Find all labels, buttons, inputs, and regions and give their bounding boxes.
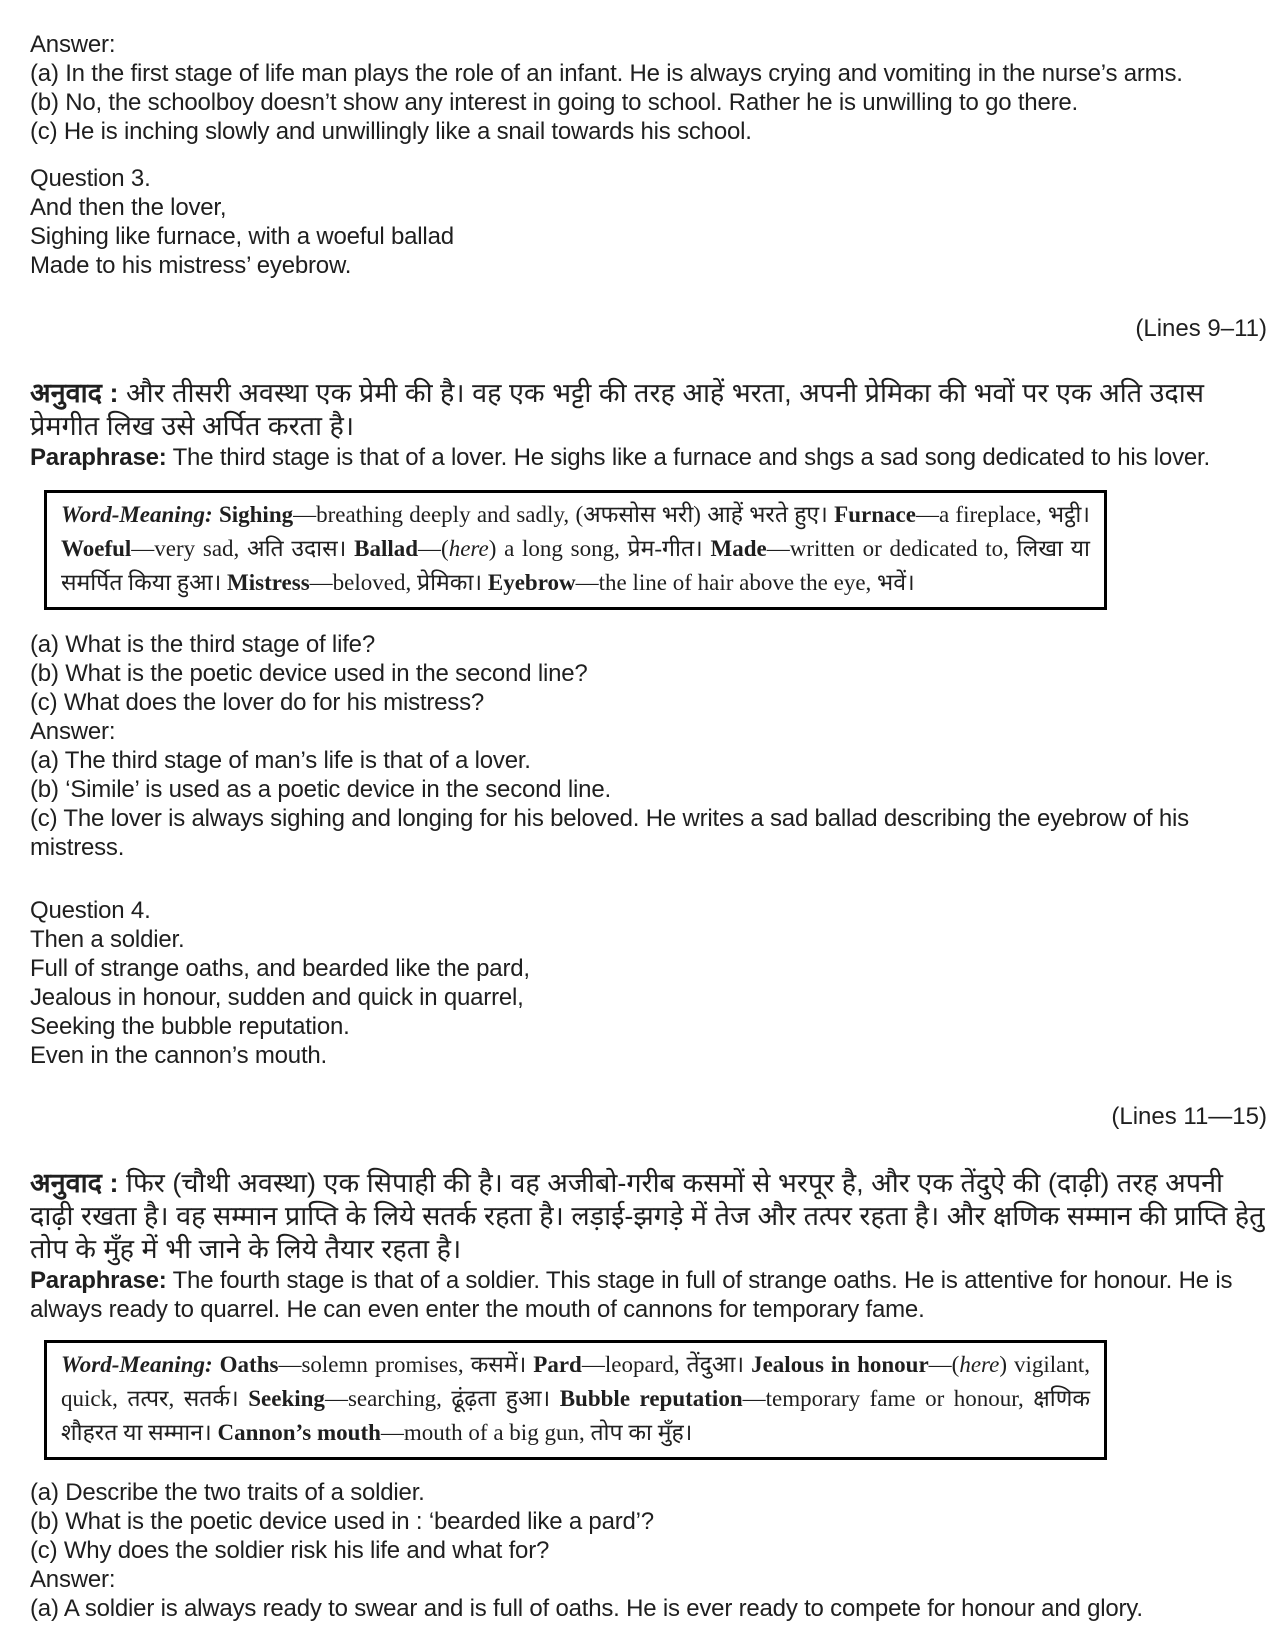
answer-line-a: (a) A soldier is always ready to swear and is full of oaths. He is ever ready to compete for honour and glory.	[30, 1595, 1143, 1622]
poem-line: Sighing like furnace, with a woeful ballad	[30, 223, 454, 250]
paraphrase-label: Paraphrase:	[30, 1267, 167, 1294]
sub-question-a: (a) Describe the two traits of a soldier.	[30, 1479, 425, 1506]
poem-line: Seeking the bubble reputation.	[30, 1013, 350, 1040]
answer-line-a: (a) In the first stage of life man plays the role of an infant. He is always crying and vomiting in the nurse’s arms.	[30, 60, 1183, 87]
word-meaning-entries: Sighing—breathing deeply and sadly, (अफसोस भरी) आहें भरते हुए। Furnace—a fireplace, भट्ठी। Woeful—very sad, अति उदास। Ballad—(here) a long song, प्रेम-गीत। Made—written or dedicated to, लिखा या समर्पित किया हुआ। Mistress—beloved, प्रेमिका। Eyebrow—the line of hair above the eye, भवें।	[61, 502, 1090, 595]
paraphrase-paragraph-q3	[30, 443, 1267, 472]
word-meaning-label: Word-Meaning:	[61, 502, 213, 527]
paraphrase-paragraph-q4	[30, 1266, 1267, 1324]
lines-reference-q3: (Lines 9–11)	[1135, 315, 1267, 342]
question-3-title: Question 3.	[30, 165, 151, 192]
answer-line-b: (b) ‘Simile’ is used as a poetic device in the second line.	[30, 776, 611, 803]
paraphrase-label: Paraphrase:	[30, 444, 167, 471]
word-meaning-label: Word-Meaning:	[61, 1352, 213, 1377]
poem-line: Then a soldier.	[30, 926, 185, 953]
anuvad-label: अनुवाद :	[30, 378, 119, 408]
word-meaning-box-q4	[44, 1340, 1107, 1460]
lines-reference-q4: (Lines 11—15)	[1111, 1103, 1267, 1130]
poem-line: Jealous in honour, sudden and quick in quarrel,	[30, 984, 524, 1011]
word-meaning-text	[61, 498, 1090, 600]
question-4-block	[30, 896, 1267, 1623]
translation-paragraph-q4	[30, 1167, 1267, 1266]
word-meaning-text	[61, 1348, 1090, 1450]
translation-paragraph-q3	[30, 377, 1267, 443]
anuvad-text: फिर (चौथी अवस्था) एक सिपाही की है। वह अजीबो-गरीब कसमों से भरपूर है, और एक तेंदुऐ की (दाढ़ी) तरह अपनी दाढ़ी रखता है। वह सम्मान प्राप्ति के लिये सतर्क रहता है। लड़ाई-झगड़े में तेज और तत्पर रहता है। और क्षणिक सम्मान की प्राप्ति हेतु तोप के मुँह में भी जाने के लिये तैयार रहता है।	[30, 1168, 1265, 1264]
sub-question-a: (a) What is the third stage of life?	[30, 631, 375, 658]
question-3-block	[30, 164, 1267, 862]
answer-line-c: (c) He is inching slowly and unwillingly like a snail towards his school.	[30, 118, 752, 145]
word-meaning-entries: Oaths—solemn promises, कसमें। Pard—leopard, तेंदुआ। Jealous in honour—(here) vigilant, quick, तत्पर, सतर्क। Seeking—searching, ढूंढ़ता हुआ। Bubble reputation—temporary fame or honour, क्षणिक शौहरत या सम्मान। Cannon’s mouth—mouth of a big gun, तोप का मुँह।	[61, 1352, 1091, 1445]
paraphrase-text: The fourth stage is that of a soldier. This stage in full of strange oaths. He is attentive for honour. He is always ready to quarrel. He can even enter the mouth of cannons for temporary fame.	[30, 1267, 1233, 1323]
anuvad-text: और तीसरी अवस्था एक प्रेमी की है। वह एक भट्टी की तरह आहें भरता, अपनी प्रेमिका की भवों पर एक अति उदास प्रेमगीत लिख उसे अर्पित करता है।	[30, 378, 1205, 441]
sub-question-b: (b) What is the poetic device used in : ‘bearded like a pard’?	[30, 1508, 654, 1535]
sub-question-b: (b) What is the poetic device used in the second line?	[30, 660, 588, 687]
word-meaning-box-q3	[44, 490, 1107, 610]
sub-question-c: (c) Why does the soldier risk his life and what for?	[30, 1537, 550, 1564]
answer-label: Answer:	[30, 1566, 116, 1593]
poem-line: And then the lover,	[30, 194, 227, 221]
sub-question-c: (c) What does the lover do for his mistress?	[30, 689, 485, 716]
poem-line: Even in the cannon’s mouth.	[30, 1042, 328, 1069]
poem-line: Made to his mistress’ eyebrow.	[30, 252, 352, 279]
answer-line-c: (c) The lover is always sighing and longing for his beloved. He writes a sad ballad describing the eyebrow of his mistress.	[30, 805, 1189, 861]
answer-block-previous	[30, 30, 1267, 146]
paraphrase-text: The third stage is that of a lover. He sighs like a furnace and shgs a sad song dedicated to his lover.	[172, 444, 1210, 471]
poem-line: Full of strange oaths, and bearded like the pard,	[30, 955, 530, 982]
answer-label: Answer:	[30, 718, 116, 745]
anuvad-label: अनुवाद :	[30, 1168, 119, 1198]
answer-label: Answer:	[30, 31, 116, 58]
answer-line-b: (b) No, the schoolboy doesn’t show any interest in going to school. Rather he is unwilling to go there.	[30, 89, 1079, 116]
answer-line-a: (a) The third stage of man’s life is that of a lover.	[30, 747, 531, 774]
question-4-title: Question 4.	[30, 897, 151, 924]
